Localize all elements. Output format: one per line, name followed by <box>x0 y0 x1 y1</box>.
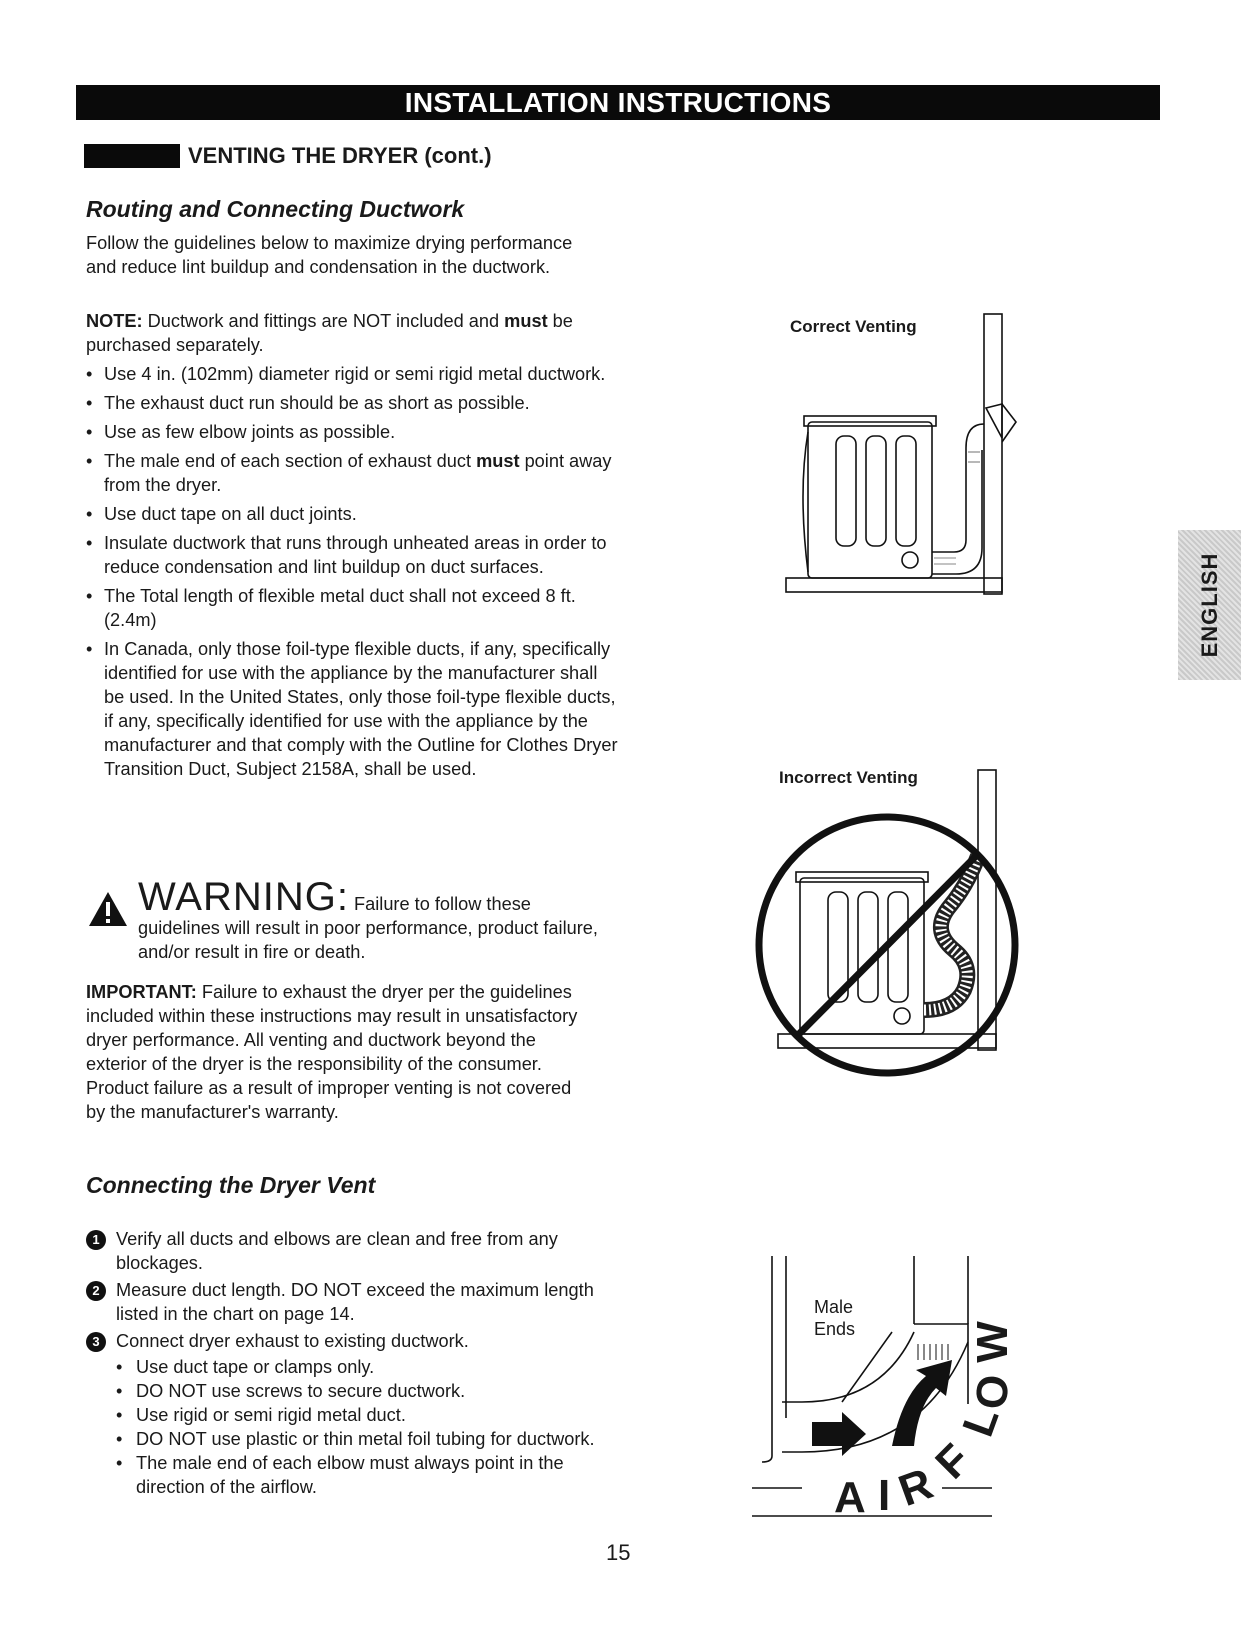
airflow-letter-r: R <box>892 1459 940 1516</box>
bullet4-text-a: The male end of each section of exhaust duct <box>104 451 477 471</box>
list-item: • The exhaust duct run should be as short as possible. <box>86 391 621 415</box>
bullet4-bold: must <box>476 451 520 471</box>
important-paragraph <box>86 980 586 1124</box>
airflow-letter-w: W <box>967 1321 1017 1363</box>
step-item <box>86 1278 626 1326</box>
airflow-letter-o: O <box>966 1372 1019 1412</box>
header-bar <box>76 85 1160 120</box>
step-text: Measure duct length. DO NOT exceed the maximum length listed in the chart on page 14. <box>116 1280 594 1324</box>
step-number-badge: 3 <box>86 1332 106 1352</box>
routing-intro: Follow the guidelines below to maximize drying performance and reduce lint buildup and condensation in the ductwork. <box>86 233 573 277</box>
airflow-letter-i: I <box>878 1471 891 1520</box>
step-number-badge: 2 <box>86 1281 106 1301</box>
list-item: • The male end of each elbow must always point in the direction of the airflow. <box>116 1451 626 1499</box>
step-sub-list <box>116 1355 626 1499</box>
correct-venting-illustration <box>780 312 1020 598</box>
warning-text-rest: guidelines will result in poor performance, product failure, and/or result in fire or death. <box>138 918 598 962</box>
airflow-letter-l: L <box>953 1400 1009 1443</box>
step-text: Verify all ducts and elbows are clean and free from any blockages. <box>116 1229 558 1273</box>
routing-note <box>86 309 626 357</box>
correct-venting-label: Correct Venting <box>790 317 917 336</box>
list-item <box>86 449 621 497</box>
list-item: • The Total length of flexible metal duct shall not exceed 8 ft.(2.4m) <box>86 584 621 632</box>
male-ends-line2: Ends <box>814 1319 856 1339</box>
list-item: • Use rigid or semi rigid metal duct. <box>116 1403 626 1427</box>
routing-bullet-list <box>86 362 621 786</box>
section-marker-block <box>84 144 180 168</box>
warning-word: WARNING: <box>138 875 349 919</box>
note-label: NOTE: <box>86 311 143 331</box>
note-text-2: be purchased separately. <box>86 311 573 355</box>
bullet4-text-b: point away from the dryer. <box>104 451 612 495</box>
important-label: IMPORTANT: <box>86 982 197 1002</box>
list-item: • DO NOT use plastic or thin metal foil tubing for ductwork. <box>116 1427 626 1451</box>
connecting-steps <box>86 1227 626 1502</box>
page-number: 15 <box>606 1540 631 1565</box>
warning-triangle-icon <box>88 891 128 927</box>
list-item: • Use duct tape or clamps only. <box>116 1355 626 1379</box>
important-text: Failure to exhaust the dryer per the guidelines included within these instructions may result in unsatisfactory dryer performance. All venting and ductwork beyond the exterior of the dryer is the responsibility of the consumer. Product failure as a result of improper venting is not covered by the manufacturer's warranty. <box>86 982 578 1122</box>
language-side-tab <box>1178 530 1241 680</box>
section-title: VENTING THE DRYER (cont.) <box>188 143 492 168</box>
airflow-letter-f: F <box>926 1434 980 1489</box>
note-text-1: Ductwork and fittings are NOT included and <box>142 311 505 331</box>
step-number-badge: 1 <box>86 1230 106 1250</box>
step-item <box>86 1329 626 1499</box>
connecting-heading: Connecting the Dryer Vent <box>86 1172 376 1198</box>
step-text: Connect dryer exhaust to existing ductwork. <box>116 1331 469 1351</box>
male-ends-label <box>814 1296 855 1340</box>
step-item <box>86 1227 626 1275</box>
male-ends-line1: Male <box>814 1297 854 1317</box>
warning-block <box>138 877 608 964</box>
list-item: • In Canada, only those foil-type flexible ducts, if any, specifically identified for use with the appliance by the manufacturer shall be used. In the United States, only those foil-type flexible ducts, if any, specifically identified for use with the appliance by the manufacturer and that comply with the Outline for Clothes Dryer Transition Duct, Subject 2158A, shall be used. <box>86 637 621 781</box>
list-item: • Use 4 in. (102mm) diameter rigid or semi rigid metal ductwork. <box>86 362 621 386</box>
note-bold: must <box>504 311 548 331</box>
warning-text-first: Failure to follow these <box>354 894 531 914</box>
list-item: • Use duct tape on all duct joints. <box>86 502 621 526</box>
routing-heading: Routing and Connecting Ductwork <box>86 196 465 222</box>
list-item: • Insulate ductwork that runs through unheated areas in order to reduce condensation and lint buildup on duct surfaces. <box>86 531 621 579</box>
list-item: • Use as few elbow joints as possible. <box>86 420 621 444</box>
incorrect-venting-label: Incorrect Venting <box>779 768 918 787</box>
list-item: • DO NOT use screws to secure ductwork. <box>116 1379 626 1403</box>
page-header-title: INSTALLATION INSTRUCTIONS <box>404 87 832 118</box>
incorrect-venting-illustration <box>752 760 1022 1090</box>
airflow-letter-a: A <box>834 1473 866 1522</box>
side-tab-label: ENGLISH <box>1196 552 1222 658</box>
